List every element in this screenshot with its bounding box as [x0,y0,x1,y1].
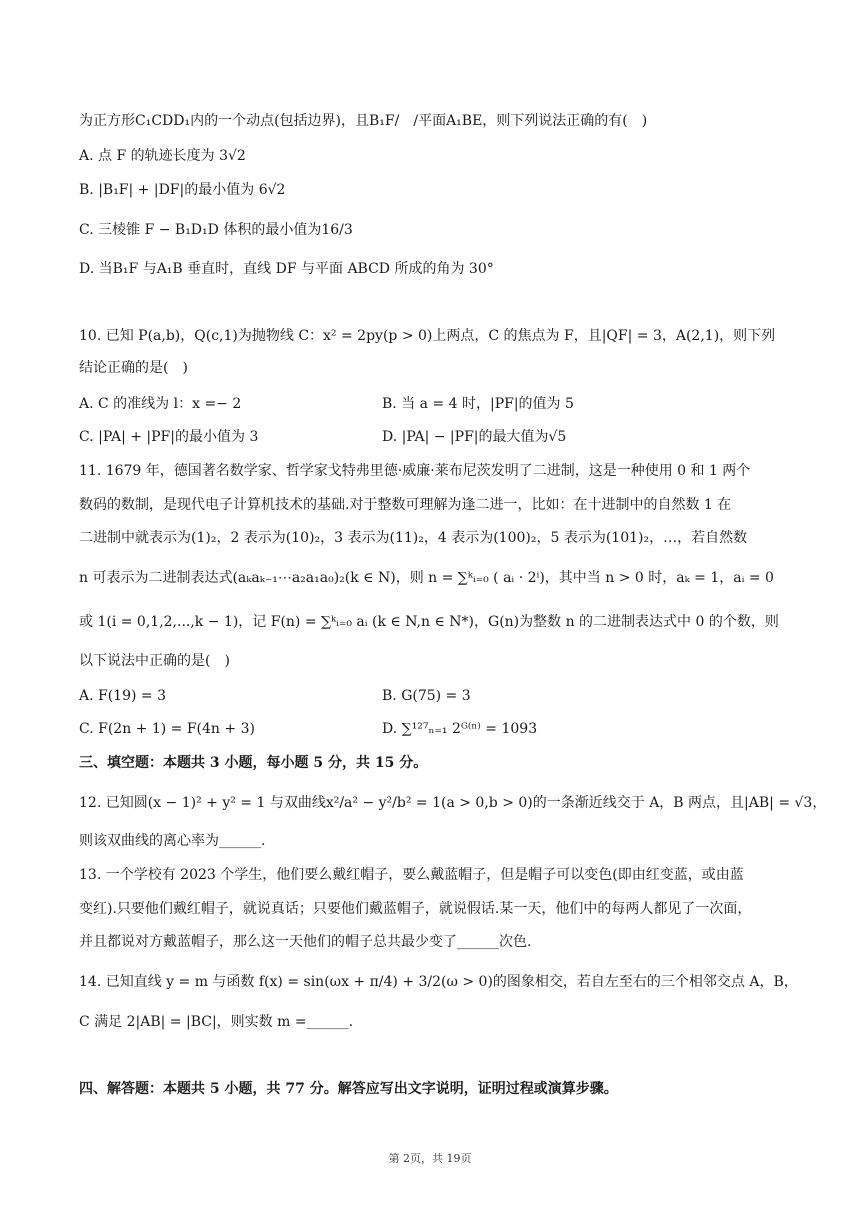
section-3-heading: 三、填空题：本题共 3 小题，每小题 5 分，共 15 分。 [79,755,428,771]
question-11-option-a: A. F(19) = 3 [79,688,167,704]
question-10-line-2: 结论正确的是( ) [79,360,188,376]
question-10-option-b: B. 当 a = 4 时，|PF|的值为 5 [382,396,574,412]
section-4-heading: 四、解答题：本题共 5 小题，共 77 分。解答应写出文字说明，证明过程或演算步骤。 [79,1081,618,1097]
question-13-line-2: 变红).只要他们戴红帽子，就说真话；只要他们戴蓝帽子，就说假话.某一天，他们中的每两人都见了一次面， [79,901,752,917]
question-14-line-1: 14. 已知直线 y = m 与函数 f(x) = sin(ωx + π/4) + 3/2(ω > 0)的图象相交，若自左至右的三个相邻交点 A，B， [79,974,798,990]
question-11-line-1: 11. 1679 年，德国著名数学家、哲学家戈特弗里德·威廉·莱布尼茨发明了二进制，这是一种使用 0 和 1 两个 [79,463,751,479]
question-9-stem: 为正方形C₁CDD₁内的一个动点(包括边界)，且B₁F/ /平面A₁BE，则下列说法正确的有( ) [79,113,648,129]
question-11-line-2: 数码的数制，是现代电子计算机技术的基础.对于整数可理解为逢二进一，比如：在十进制中的自然数 1 在 [79,497,732,513]
question-14-line-2: C 满足 2|AB| = |BC|，则实数 m =______. [79,1014,354,1030]
question-9-option-a: A. 点 F 的轨迹长度为 3√2 [79,148,246,164]
question-12-line-2: 则该双曲线的离心率为______. [79,833,266,849]
question-11-line-5: 或 1(i = 0,1,2,...,k − 1)，记 F(n) = ∑ᵏᵢ₌₀ aᵢ (k ∈ N,n ∈ N*)，G(n)为整数 n 的二进制表达式中 0 的个数，则 [79,614,779,630]
question-11-option-d: D. ∑¹²⁷ₙ₌₁ 2ᴳ⁽ⁿ⁾ = 1093 [382,721,538,737]
question-9-option-b: B. |B₁F| + |DF|的最小值为 6√2 [79,182,286,198]
question-11-option-c: C. F(2n + 1) = F(4n + 3) [79,721,255,737]
question-10-option-a: A. C 的准线为 l：x =− 2 [79,396,242,412]
question-13-line-1: 13. 一个学校有 2023 个学生，他们要么戴红帽子，要么戴蓝帽子，但是帽子可以变色(即由红变蓝，或由蓝 [79,867,744,883]
question-10-line-1: 10. 已知 P(a,b)，Q(c,1)为抛物线 C：x² = 2py(p > 0)上两点，C 的焦点为 F，且|QF| = 3，A(2,1)，则下列 [79,328,776,344]
question-11-line-4: n 可表示为二进制表达式(aₖaₖ₋₁⋯a₂a₁a₀)₂(k ∈ N)，则 n = ∑ᵏᵢ₌₀ ( aᵢ · 2ⁱ)，其中当 n > 0 时，aₖ = 1，aᵢ = 0 [79,570,774,586]
question-13-line-3: 并且都说对方戴蓝帽子，那么这一天他们的帽子总共最少变了______次色. [79,934,532,950]
question-9-option-d: D. 当B₁F 与A₁B 垂直时，直线 DF 与平面 ABCD 所成的角为 30° [79,261,494,277]
question-12-line-1: 12. 已知圆(x − 1)² + y² = 1 与双曲线x²/a² − y²/b² = 1(a > 0,b > 0)的一条渐近线交于 A，B 两点，且|AB| = √3， [79,795,827,811]
question-11-option-b: B. G(75) = 3 [382,688,471,704]
question-10-option-d: D. |PA| − |PF|的最大值为√5 [382,429,567,445]
question-11-line-3: 二进制中就表示为(1)₂，2 表示为(10)₂，3 表示为(11)₂，4 表示为(100)₂，5 表示为(101)₂，…，若自然数 [79,530,748,546]
page-footer: 第 2页，共 19页 [388,1152,472,1165]
question-9-option-c: C. 三棱锥 F − B₁D₁D 体积的最小值为16/3 [79,222,353,238]
question-10-option-c: C. |PA| + |PF|的最小值为 3 [79,429,259,445]
question-11-line-6: 以下说法中正确的是( ) [79,653,230,669]
